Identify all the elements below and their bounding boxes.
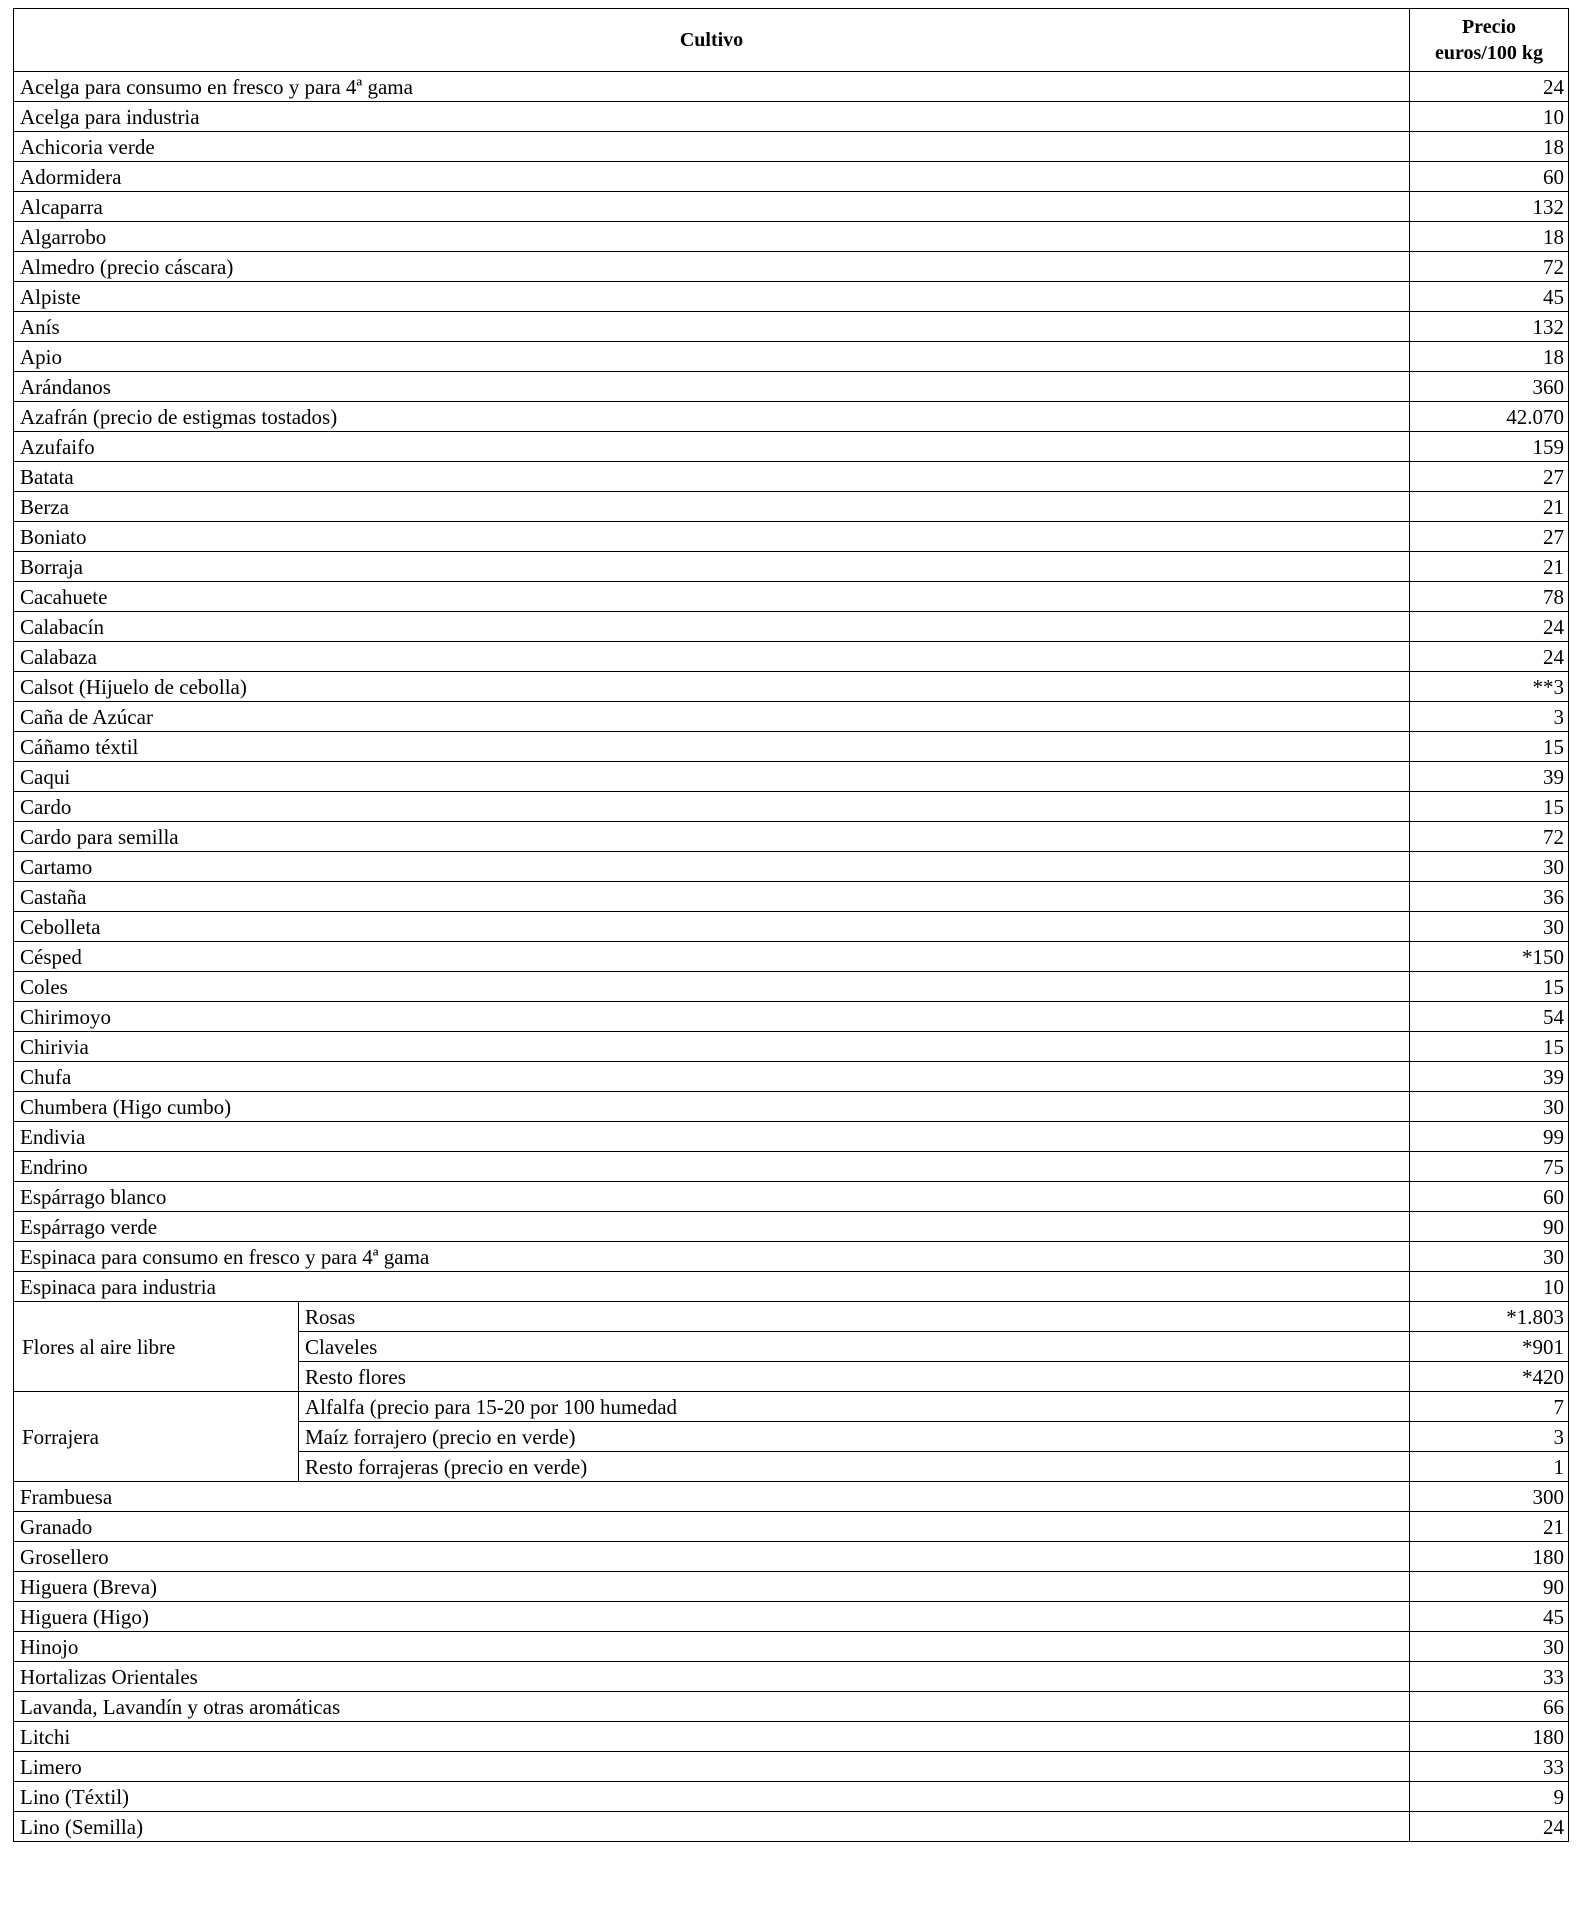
crop-price: 72 [1410,822,1569,852]
table-row [14,252,1569,282]
table-row [14,1482,1569,1512]
crop-price: 1 [1410,1452,1569,1482]
table-row [14,402,1569,432]
crop-price: 30 [1410,1632,1569,1662]
crop-name: Endivia [14,1122,1410,1152]
crop-price: 99 [1410,1122,1569,1152]
crop-price: 3 [1410,1422,1569,1452]
crop-name: Espinaca para consumo en fresco y para 4ª gama [14,1242,1410,1272]
table-row [14,1122,1569,1152]
crop-name: Grosellero [14,1542,1410,1572]
crop-name: Endrino [14,1152,1410,1182]
crop-price: 30 [1410,912,1569,942]
crop-price: 39 [1410,1062,1569,1092]
crop-price: 39 [1410,762,1569,792]
crop-price: 24 [1410,72,1569,102]
crop-price: 159 [1410,432,1569,462]
crop-price: 36 [1410,882,1569,912]
table-row [14,342,1569,372]
table-row [14,222,1569,252]
crop-name: Hortalizas Orientales [14,1662,1410,1692]
table-row [14,552,1569,582]
price-document [13,8,1568,1842]
crop-name: Calsot (Hijuelo de cebolla) [14,672,1410,702]
crop-column-header: Cultivo [14,9,1410,72]
crop-name: Boniato [14,522,1410,552]
crop-price: 300 [1410,1482,1569,1512]
crop-name: Arándanos [14,372,1410,402]
crop-price: 30 [1410,1092,1569,1122]
crop-name: Caña de Azúcar [14,702,1410,732]
crop-price: 21 [1410,552,1569,582]
table-row [14,852,1569,882]
table-row [14,1182,1569,1212]
table-row [14,1602,1569,1632]
crop-price: *1.803 [1410,1302,1569,1332]
crop-name: Batata [14,462,1410,492]
subcrop-name: Maíz forrajero (precio en verde) [299,1422,1410,1452]
crop-price: 3 [1410,702,1569,732]
table-row [14,1782,1569,1812]
crop-name: Algarrobo [14,222,1410,252]
crop-price: 90 [1410,1572,1569,1602]
crop-name: Frambuesa [14,1482,1410,1512]
crop-name: Lavanda, Lavandín y otras aromáticas [14,1692,1410,1722]
crop-name: Cardo para semilla [14,822,1410,852]
table-row [14,732,1569,762]
crop-price-table [13,8,1569,1842]
crop-name: Espárrago blanco [14,1182,1410,1212]
crop-price: 90 [1410,1212,1569,1242]
table-row [14,372,1569,402]
table-row [14,1302,1569,1332]
subcrop-name: Resto flores [299,1362,1410,1392]
crop-name: Espárrago verde [14,1212,1410,1242]
table-row [14,162,1569,192]
crop-name: Berza [14,492,1410,522]
crop-price: 15 [1410,1032,1569,1062]
crop-price: 27 [1410,462,1569,492]
crop-price: 18 [1410,342,1569,372]
crop-price: 180 [1410,1722,1569,1752]
crop-name: Alcaparra [14,192,1410,222]
table-row [14,642,1569,672]
table-row [14,972,1569,1002]
crop-name: Calabacín [14,612,1410,642]
subcrop-name: Alfalfa (precio para 15-20 por 100 humedad [299,1392,1410,1422]
table-row [14,1632,1569,1662]
crop-price: 72 [1410,252,1569,282]
table-row [14,1152,1569,1182]
table-row [14,762,1569,792]
crop-price: 78 [1410,582,1569,612]
table-row [14,1092,1569,1122]
crop-price: 10 [1410,1272,1569,1302]
crop-price: 360 [1410,372,1569,402]
crop-name: Litchi [14,1722,1410,1752]
table-row [14,1062,1569,1092]
crop-name: Higuera (Breva) [14,1572,1410,1602]
crop-name: Acelga para consumo en fresco y para 4ª gama [14,72,1410,102]
crop-price: 132 [1410,312,1569,342]
crop-name: Achicoria verde [14,132,1410,162]
crop-price: 24 [1410,1812,1569,1842]
subcrop-name: Resto forrajeras (precio en verde) [299,1452,1410,1482]
crop-name: Cacahuete [14,582,1410,612]
crop-price: *420 [1410,1362,1569,1392]
crop-price: 21 [1410,1512,1569,1542]
crop-price: 7 [1410,1392,1569,1422]
crop-name: Granado [14,1512,1410,1542]
crop-price: **3 [1410,672,1569,702]
crop-name: Apio [14,342,1410,372]
table-row [14,1812,1569,1842]
crop-name: Azafrán (precio de estigmas tostados) [14,402,1410,432]
crop-price: 18 [1410,132,1569,162]
table-row [14,612,1569,642]
crop-name: Higuera (Higo) [14,1602,1410,1632]
table-row [14,672,1569,702]
price-column-header [1410,9,1569,72]
crop-name: Azufaifo [14,432,1410,462]
crop-name: Calabaza [14,642,1410,672]
crop-name: Chirimoyo [14,1002,1410,1032]
crop-name: Césped [14,942,1410,972]
crop-price: 30 [1410,1242,1569,1272]
table-row [14,702,1569,732]
table-row [14,912,1569,942]
crop-price: 10 [1410,102,1569,132]
table-row [14,492,1569,522]
crop-name: Anís [14,312,1410,342]
table-row [14,132,1569,162]
crop-name: Hinojo [14,1632,1410,1662]
table-row [14,1002,1569,1032]
crop-name: Espinaca para industria [14,1272,1410,1302]
table-row [14,72,1569,102]
crop-name: Cáñamo téxtil [14,732,1410,762]
crop-price: *901 [1410,1332,1569,1362]
crop-name: Cebolleta [14,912,1410,942]
table-row [14,1542,1569,1572]
table-row [14,1692,1569,1722]
table-row [14,882,1569,912]
subcrop-name: Rosas [299,1302,1410,1332]
crop-name: Chumbera (Higo cumbo) [14,1092,1410,1122]
crop-price: 24 [1410,612,1569,642]
crop-price: *150 [1410,942,1569,972]
crop-name: Cardo [14,792,1410,822]
crop-name: Borraja [14,552,1410,582]
table-row [14,1392,1569,1422]
crop-price: 45 [1410,1602,1569,1632]
crop-price: 132 [1410,192,1569,222]
crop-price: 24 [1410,642,1569,672]
crop-name: Adormidera [14,162,1410,192]
crop-name: Limero [14,1752,1410,1782]
crop-price: 21 [1410,492,1569,522]
table-row [14,582,1569,612]
group-name: Forrajera [14,1392,299,1482]
crop-price: 18 [1410,222,1569,252]
table-row [14,1722,1569,1752]
crop-name: Alpiste [14,282,1410,312]
table-row [14,1272,1569,1302]
table-body [14,72,1569,1842]
crop-name: Lino (Téxtil) [14,1782,1410,1812]
table-row [14,1242,1569,1272]
table-row [14,792,1569,822]
table-row [14,1032,1569,1062]
crop-name: Lino (Semilla) [14,1812,1410,1842]
crop-price: 180 [1410,1542,1569,1572]
crop-price: 9 [1410,1782,1569,1812]
crop-name: Caqui [14,762,1410,792]
table-header-row [14,9,1569,72]
crop-price: 60 [1410,1182,1569,1212]
table-row [14,282,1569,312]
table-row [14,522,1569,552]
table-row [14,1212,1569,1242]
crop-price: 66 [1410,1692,1569,1722]
table-row [14,1662,1569,1692]
table-row [14,102,1569,132]
table-row [14,1752,1569,1782]
group-name: Flores al aire libre [14,1302,299,1392]
table-row [14,432,1569,462]
crop-price: 75 [1410,1152,1569,1182]
crop-price: 45 [1410,282,1569,312]
crop-price: 15 [1410,972,1569,1002]
crop-price: 42.070 [1410,402,1569,432]
table-row [14,192,1569,222]
subcrop-name: Claveles [299,1332,1410,1362]
crop-name: Chufa [14,1062,1410,1092]
crop-price: 33 [1410,1662,1569,1692]
crop-price: 33 [1410,1752,1569,1782]
crop-price: 15 [1410,732,1569,762]
table-row [14,942,1569,972]
crop-price: 30 [1410,852,1569,882]
table-row [14,1512,1569,1542]
table-row [14,1572,1569,1602]
price-header-line2: euros/100 kg [1435,42,1543,64]
crop-price: 27 [1410,522,1569,552]
crop-price: 54 [1410,1002,1569,1032]
crop-price: 15 [1410,792,1569,822]
price-header-line1: Precio [1461,16,1517,38]
crop-name: Chirivia [14,1032,1410,1062]
crop-name: Coles [14,972,1410,1002]
crop-name: Castaña [14,882,1410,912]
crop-name: Cartamo [14,852,1410,882]
crop-name: Acelga para industria [14,102,1410,132]
crop-name: Almedro (precio cáscara) [14,252,1410,282]
table-row [14,312,1569,342]
table-row [14,822,1569,852]
crop-price: 60 [1410,162,1569,192]
table-row [14,462,1569,492]
